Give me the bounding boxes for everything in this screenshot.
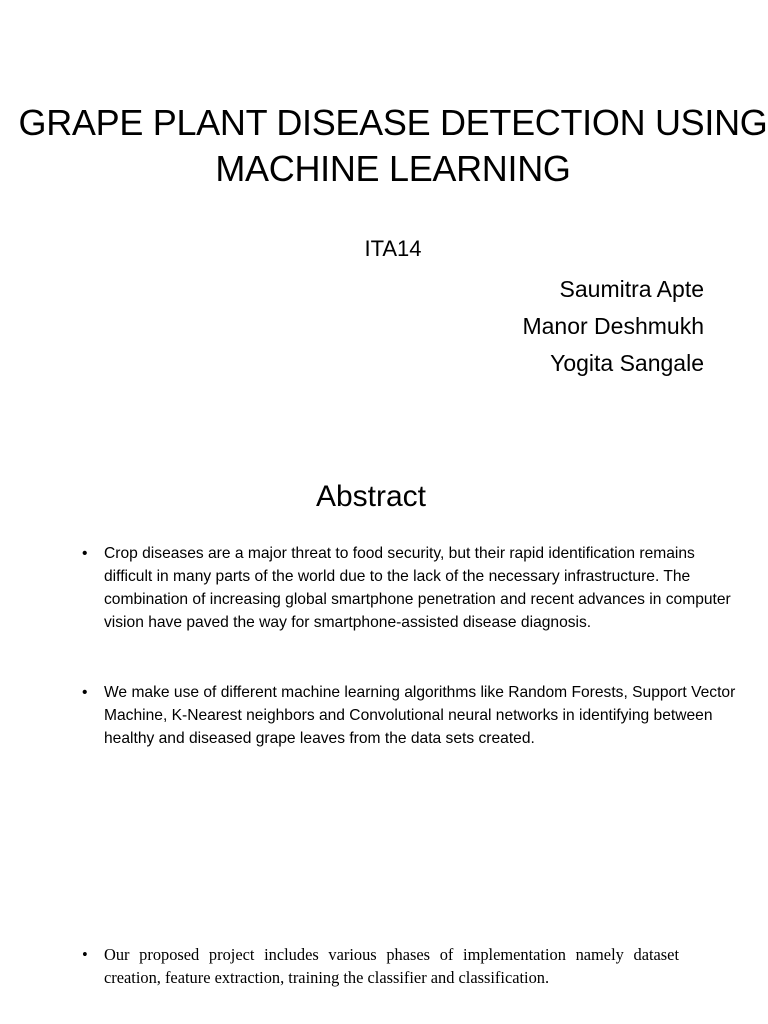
abstract-bullet-1 <box>82 542 742 634</box>
bullet-marker: • <box>82 945 88 964</box>
document-title <box>0 100 768 192</box>
bullet-marker: • <box>82 545 88 562</box>
bullet-text: Our proposed project includes various phases of implementation namely dataset creation, feature extraction, training the classifier and classification. <box>104 945 679 987</box>
abstract-bullet-2 <box>82 681 742 750</box>
author-name: Manor Deshmukh <box>522 313 704 339</box>
group-code: ITA14 <box>364 236 422 261</box>
bullet-text: We make use of different machine learning algorithms like Random Forests, Support Vector Machine, K-Nearest neighbors and Convolutional neural networks in identifying between healthy and diseased grape leaves from the data sets created. <box>104 684 736 747</box>
bullet-text: Crop diseases are a major threat to food security, but their rapid identification remains difficult in many parts of the world due to the lack of the necessary infrastructure. The combination of increasing global smartphone penetration and recent advances in computer vision have paved the way for smartphone-assisted disease diagnosis. <box>104 545 731 631</box>
title-line-1: GRAPE PLANT DISEASE DETECTION USING <box>18 102 768 143</box>
abstract-bullet-3 <box>82 943 679 989</box>
author-list <box>522 271 704 382</box>
title-line-2: MACHINE LEARNING <box>215 148 571 189</box>
author-name: Saumitra Apte <box>559 276 704 302</box>
abstract-heading: Abstract <box>315 480 427 513</box>
author-name: Yogita Sangale <box>550 350 704 376</box>
bullet-marker: • <box>82 684 88 701</box>
